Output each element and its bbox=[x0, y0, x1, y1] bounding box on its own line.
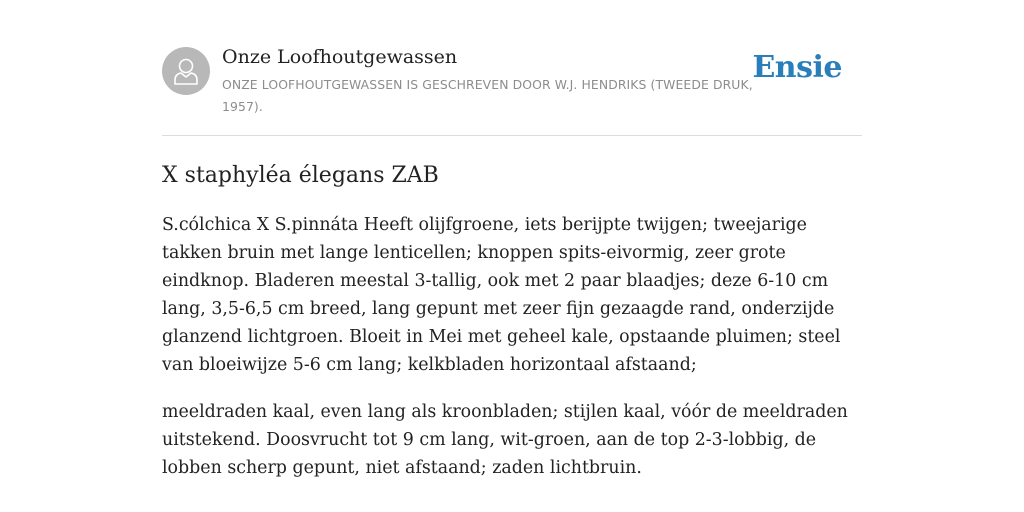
entry-paragraph: meeldraden kaal, even lang als kroonbladen; stijlen kaal, vóór de meeldraden uitstekend. Doosvrucht tot 9 cm lang, wit-groen, aan de top 2-3-lobbig, de lobben scherp gepunt, niet afstaand; zaden lichtbruin. bbox=[162, 402, 848, 478]
entry-card bbox=[162, 44, 862, 482]
source-title[interactable]: Onze Loofhoutgewassen bbox=[222, 46, 458, 68]
ensie-logo[interactable]: Ensie bbox=[752, 50, 842, 85]
entry-title: X staphyléa élegans ZAB bbox=[162, 163, 439, 188]
source-header bbox=[162, 44, 862, 136]
avatar[interactable] bbox=[162, 47, 210, 95]
source-description: ONZE LOOFHOUTGEWASSEN IS GESCHREVEN DOOR W.J. HENDRIKS (TWEEDE DRUK, 1957). bbox=[222, 77, 753, 114]
user-icon bbox=[172, 56, 200, 86]
entry-paragraph: S.cólchica X S.pinnáta Heeft olijfgroene, iets berijpte twijgen; tweejarige takken bruin met lange lenticellen; knoppen spits-eivormig, zeer grote eindknop. Bladeren meestal 3-tallig, ook met 2 paar blaadjes; deze 6-10 cm lang, 3,5-6,5 cm breed, lang gepunt met zeer fijn gezaagde rand, onderzijde glanzend lichtgroen. Bloeit in Mei met geheel kale, opstaande pluimen; steel van bloeiwijze 5-6 cm lang; kelkbladen horizontaal afstaand; bbox=[162, 215, 841, 375]
